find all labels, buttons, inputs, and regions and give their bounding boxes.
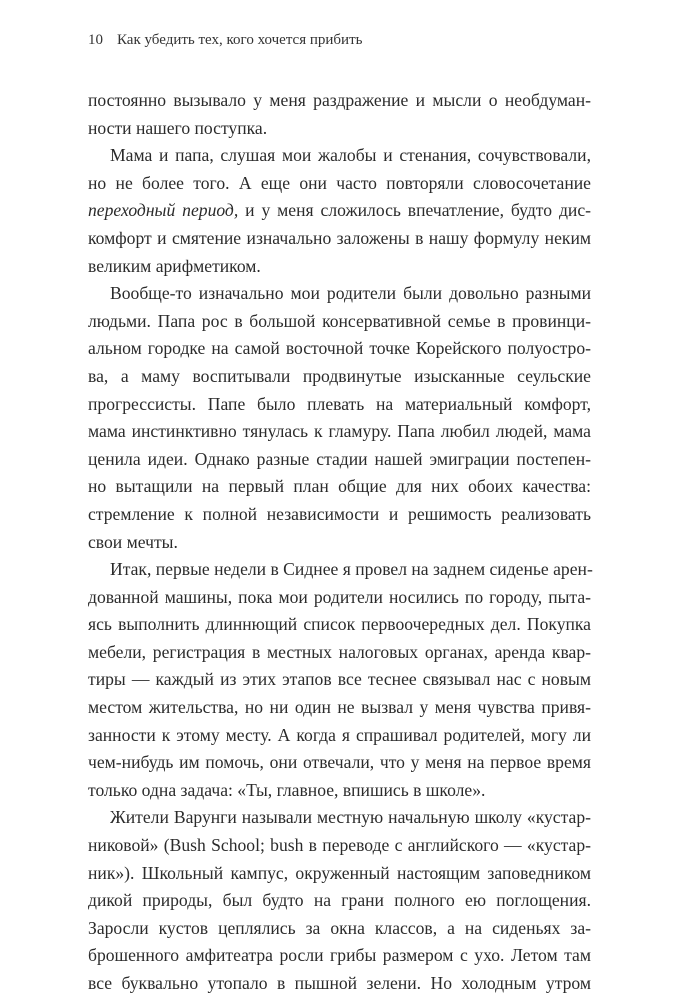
text-line: Заросли кустов цеплялись за окна классов, а на сиденьях за- <box>88 917 591 938</box>
text-line: но вытащили на первый план общие для них обоих качества: <box>88 476 591 497</box>
text-line: Вообще-то изначально мои родители были довольно разными <box>110 283 591 304</box>
text-line: ник»). Школьный кампус, окруженный настоящим заповедником <box>88 862 591 883</box>
text-line: людьми. Папа рос в большой консервативной семье в провинци- <box>88 310 591 331</box>
text-line: Мама и папа, слушая мои жалобы и стенания, сочувствовали, <box>110 145 591 166</box>
text-line: тиры — каждый из этих этапов все теснее связывал нас с новым <box>88 669 591 690</box>
text-line: прогрессисты. Папе было плевать на материальный комфорт, <box>88 393 591 414</box>
text-line: свои мечты. <box>88 531 178 552</box>
text-line: постоянно вызывало у меня раздражение и мысли о необдуман- <box>88 90 591 110</box>
text-line: альном городке на самой восточной точке Корейского полуостро- <box>88 338 591 359</box>
text-line: но не более того. А еще они часто повторяли словосочетание <box>88 172 591 193</box>
text-line: Жители Варунги называли местную начальную школу «кустар- <box>110 807 591 828</box>
paragraph <box>88 556 591 804</box>
text-line: мебели, регистрация в местных налоговых органах, аренда квар- <box>88 641 591 662</box>
text-line-rest: и у меня сложилось впечатление, будто дис- <box>238 200 592 221</box>
text-line: дованной машины, пока мои родители носились по городу, пыта- <box>88 586 591 607</box>
text-line: великим арифметиком. <box>88 255 261 276</box>
running-head <box>88 30 362 50</box>
text-line: стремление к полной независимости и решимость реализовать <box>88 503 591 524</box>
text-line: чем-нибудь им помочь, они отвечали, что у меня на первое время <box>88 752 591 773</box>
text-line: никовой» (Bush School; bush в переводе с английского — «кустар- <box>88 835 591 856</box>
page-number: 10 <box>88 32 103 48</box>
text-line: комфорт и смятение изначально заложены в нашу формулу неким <box>88 227 591 248</box>
text-line: брошенного амфитеатра росли грибы размером с ухо. Летом там <box>88 945 591 966</box>
text-line: ности нашего поступка. <box>88 117 268 138</box>
text-line: ясь выполнить длиннющий список первоочередных дел. Покупка <box>88 614 591 635</box>
text-line: дикой природы, был будто на грани полного ею поглощения. <box>88 890 591 911</box>
book-title: Как убедить тех, кого хочется прибить <box>117 32 363 48</box>
text-line: местом жительства, но ни один не вызвал у меня чувства привя- <box>88 697 591 718</box>
text-line: ценила идеи. Однако разные стадии нашей эмиграции постепен- <box>88 448 591 469</box>
text-line: мама инстинктивно тянулась к гламуру. Папа любил людей, мама <box>88 421 591 442</box>
paragraph <box>88 804 591 997</box>
text-line <box>88 197 591 225</box>
text-line: Итак, первые недели в Сиднее я провел на заднем сиденье арен- <box>110 559 593 580</box>
text-line: занности к этому месту. А когда я спрашивал родителей, могу ли <box>88 724 591 745</box>
text-line: все буквально утопало в пышной зелени. Но холодным утром <box>88 973 591 993</box>
paragraph <box>88 87 591 142</box>
text-line: только одна задача: «Ты, главное, впишись в школе». <box>88 779 486 800</box>
italic-term: переходный период, <box>88 200 239 221</box>
text-line: ва, а маму воспитывали продвинутые изысканные сеульские <box>88 365 591 386</box>
paragraph <box>88 142 591 280</box>
paragraph <box>88 280 591 556</box>
body-text <box>88 87 591 998</box>
